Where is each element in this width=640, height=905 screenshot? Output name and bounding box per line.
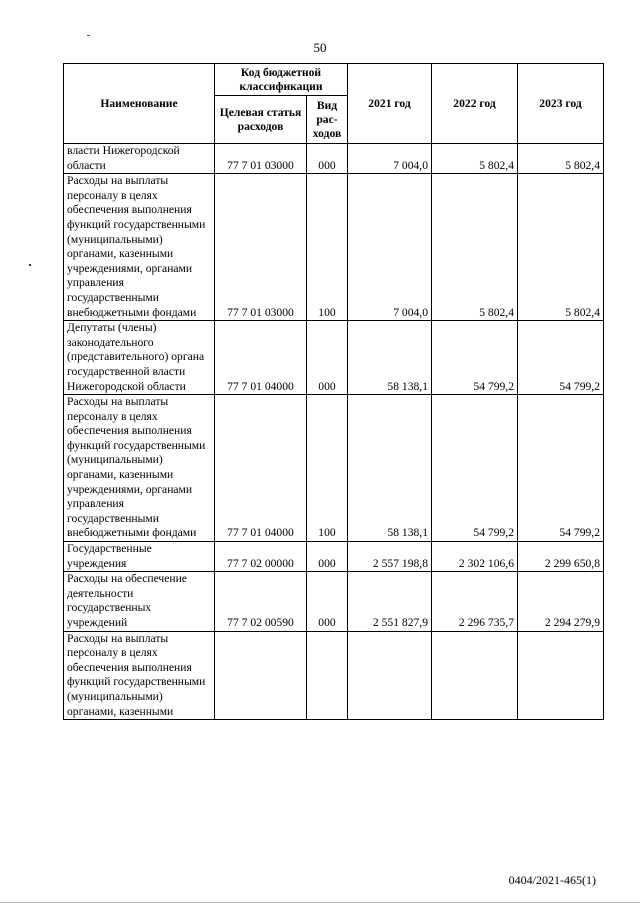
cell-2023: 5 802,4 <box>518 174 604 321</box>
header-classification: Код бюджетной классификации <box>215 64 348 96</box>
table-row <box>64 174 604 321</box>
header-2022: 2022 год <box>432 64 518 144</box>
cell-2021: 58 138,1 <box>348 321 432 395</box>
header-expense-type: Вид рас-ходов <box>307 96 348 144</box>
cell-name: Расходы на выплаты персоналу в целях обеспечения выполнения функций государственными (муниципальными) органами, казенными учреждениями, органами управления государственными внебюджетными фондами <box>64 174 215 321</box>
table-row <box>64 572 604 631</box>
cell-expense-type: 000 <box>307 542 348 572</box>
document-code: 0404/2021-465(1) <box>508 873 596 887</box>
table-body <box>64 144 604 720</box>
header-2023: 2023 год <box>518 64 604 144</box>
cell-2023: 5 802,4 <box>518 144 604 174</box>
cell-target-article: 77 7 01 03000 <box>215 144 307 174</box>
cell-name: Расходы на выплаты персоналу в целях обеспечения выполнения функций государственными (муниципальными) органами, казенными учреждениями, органами управления государственными внебюджетными фондами <box>64 395 215 542</box>
cell-2022: 5 802,4 <box>432 174 518 321</box>
cell-2021 <box>348 631 432 720</box>
cell-name: Государственные учреждения <box>64 542 215 572</box>
cell-2021: 58 138,1 <box>348 395 432 542</box>
cell-2022: 54 799,2 <box>432 395 518 542</box>
cell-2023 <box>518 631 604 720</box>
table-row <box>64 321 604 395</box>
cell-name: Расходы на обеспечение деятельности государственных учреждений <box>64 572 215 631</box>
cell-2023: 2 299 650,8 <box>518 542 604 572</box>
cell-2023: 54 799,2 <box>518 395 604 542</box>
cell-name: Расходы на выплаты персоналу в целях обеспечения выполнения функций государственными (муниципальными) органами, казенными <box>64 631 215 720</box>
cell-2021: 7 004,0 <box>348 174 432 321</box>
header-target-article: Целевая статья расходов <box>215 96 307 144</box>
cell-2021: 2 551 827,9 <box>348 572 432 631</box>
cell-2022 <box>432 631 518 720</box>
cell-expense-type: 100 <box>307 395 348 542</box>
cell-2023: 2 294 279,9 <box>518 572 604 631</box>
cell-2023: 54 799,2 <box>518 321 604 395</box>
cell-expense-type: 000 <box>307 321 348 395</box>
scan-bottom-edge <box>0 902 640 903</box>
cell-expense-type <box>307 631 348 720</box>
header-name: Наименование <box>64 64 215 144</box>
scan-speck <box>87 35 90 36</box>
cell-2022: 5 802,4 <box>432 144 518 174</box>
table-row <box>64 395 604 542</box>
cell-target-article: 77 7 01 04000 <box>215 321 307 395</box>
cell-2021: 2 557 198,8 <box>348 542 432 572</box>
cell-2022: 2 296 735,7 <box>432 572 518 631</box>
cell-target-article: 77 7 02 00000 <box>215 542 307 572</box>
cell-expense-type: 000 <box>307 572 348 631</box>
page-number: 50 <box>313 40 327 55</box>
cell-target-article: 77 7 02 00590 <box>215 572 307 631</box>
table-row <box>64 542 604 572</box>
table-row <box>64 144 604 174</box>
cell-2021: 7 004,0 <box>348 144 432 174</box>
cell-expense-type: 100 <box>307 174 348 321</box>
table-header <box>64 64 604 144</box>
table-row <box>64 631 604 720</box>
cell-name: Депутаты (члены) законодательного (представительного) органа государственной власти Нижегородской области <box>64 321 215 395</box>
cell-target-article: 77 7 01 04000 <box>215 395 307 542</box>
cell-target-article: 77 7 01 03000 <box>215 174 307 321</box>
cell-target-article <box>215 631 307 720</box>
scan-speck-left <box>29 264 31 266</box>
cell-expense-type: 000 <box>307 144 348 174</box>
cell-name: власти Нижегородской области <box>64 144 215 174</box>
cell-2022: 54 799,2 <box>432 321 518 395</box>
cell-2022: 2 302 106,6 <box>432 542 518 572</box>
budget-table <box>63 63 604 720</box>
header-2021: 2021 год <box>348 64 432 144</box>
